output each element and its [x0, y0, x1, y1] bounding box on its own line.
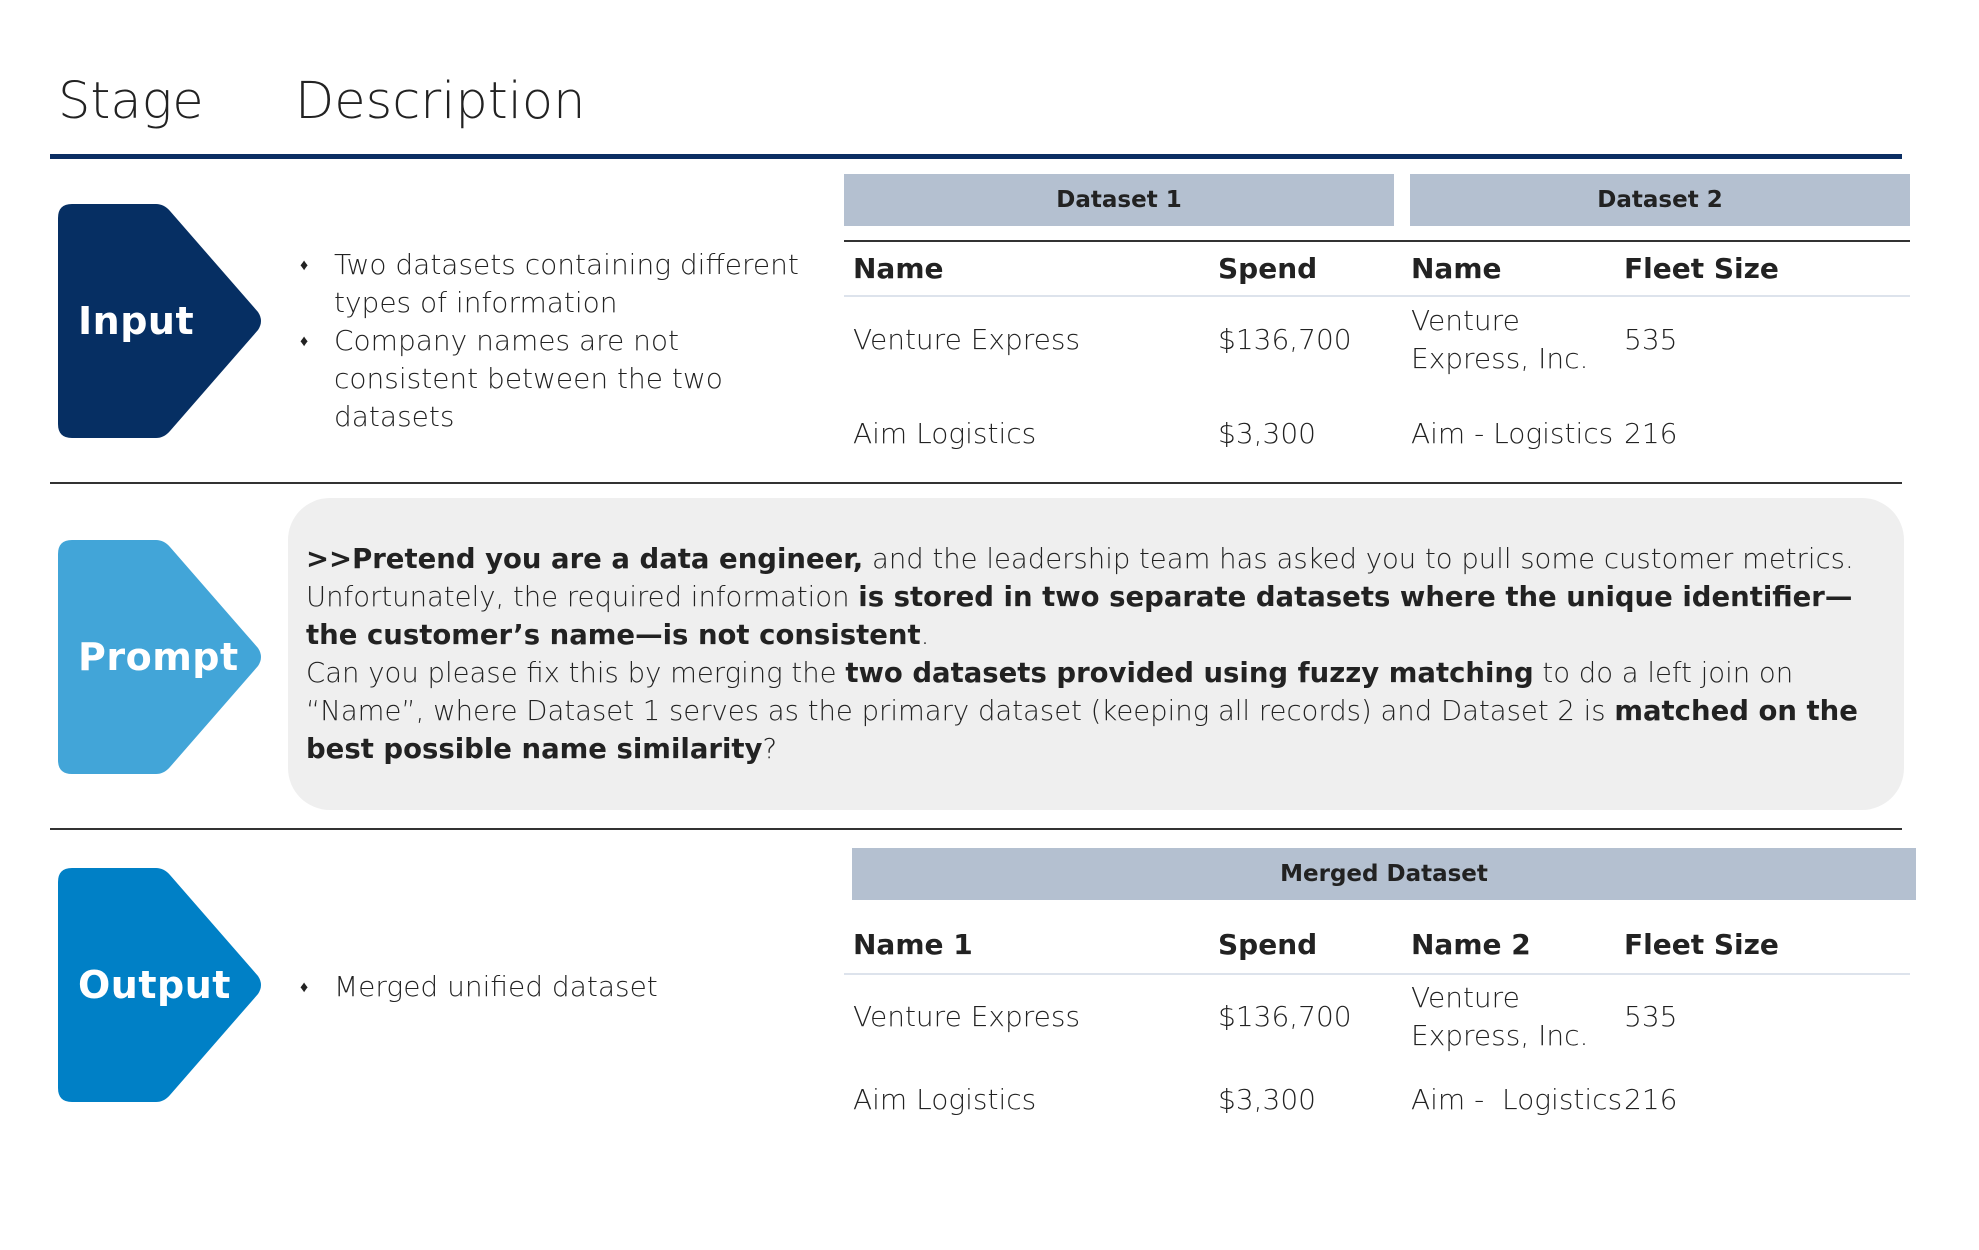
table-cell: 535 [1624, 1000, 1678, 1033]
merged-col-name1: Name 1 [853, 928, 973, 961]
table-cell: Venture Express, Inc. [1411, 304, 1589, 375]
merged-table-header-rule [844, 973, 1910, 975]
prompt-text-box [288, 498, 1904, 810]
section-divider [50, 828, 1902, 830]
prompt-emphasis: >>Pretend you are a data engineer, [306, 543, 864, 575]
input-table-top-rule [844, 240, 1910, 242]
dataset2-col-name: Name [1411, 252, 1502, 285]
table-cell: Aim Logistics [853, 417, 1037, 450]
output-bullet: ♦ Merged unified dataset [296, 968, 816, 1006]
prompt-segment: Can you please fix this by merging the [306, 657, 846, 689]
table-cell: Aim - Logistics [1411, 1083, 1623, 1116]
header-rule [50, 154, 1902, 159]
table-cell: Venture Express [853, 1000, 1081, 1033]
table-cell: Aim Logistics [853, 1083, 1037, 1116]
table-cell: 535 [1624, 323, 1678, 356]
dataset1-title: Dataset 1 [844, 174, 1394, 226]
table-cell: 216 [1624, 417, 1678, 450]
output-stage-label: Output [78, 963, 231, 1007]
prompt-emphasis: two datasets provided using fuzzy matching [845, 657, 1534, 689]
prompt-segment: and the leadership team has asked you to pull some customer metrics. Unfortunately, the required information [306, 543, 1854, 613]
prompt-segment: to do a left join on “Name”, where Dataset 1 serves as the primary dataset (keeping all records) and Dataset 2 is [306, 657, 1794, 727]
prompt-emphasis: is stored in two separate datasets where the unique identifier—the customer’s name—is not consistent [306, 581, 1853, 651]
dataset2-title: Dataset 2 [1410, 174, 1910, 226]
input-bullet: ♦ Two datasets containing different types of information [296, 246, 816, 322]
table-cell: $136,700 [1218, 1000, 1352, 1033]
table-cell: Venture Express, Inc. [1411, 981, 1589, 1052]
merged-dataset-title: Merged Dataset [852, 848, 1916, 900]
input-stage-label: Input [78, 299, 195, 343]
table-cell: $3,300 [1218, 417, 1316, 450]
prompt-text [306, 540, 1886, 768]
prompt-stage-arrow [58, 540, 264, 774]
description-column-header: Description [295, 72, 586, 131]
input-bullet: ♦ Company names are not consistent between the two datasets [296, 322, 816, 436]
section-divider [50, 482, 1902, 484]
stage-column-header: Stage [58, 72, 204, 131]
prompt-emphasis: matched on the best possible name similarity [306, 695, 1858, 765]
table-cell: Aim - Logistics [1411, 417, 1614, 450]
table-cell: $136,700 [1218, 323, 1352, 356]
merged-col-spend: Spend [1218, 928, 1318, 961]
prompt-segment: ? [762, 733, 778, 765]
table-cell: Venture Express [853, 323, 1081, 356]
input-table-header-rule [844, 295, 1910, 297]
table-cell: 216 [1624, 1083, 1678, 1116]
dataset1-col-name: Name [853, 252, 944, 285]
input-stage-arrow [58, 204, 264, 438]
dataset2-col-fleet-size: Fleet Size [1624, 252, 1779, 285]
dataset1-col-spend: Spend [1218, 252, 1318, 285]
input-bullet-list [296, 246, 816, 436]
prompt-stage-label: Prompt [78, 635, 239, 679]
merged-col-fleet-size: Fleet Size [1624, 928, 1779, 961]
output-bullet-list [296, 968, 816, 1006]
output-stage-arrow [58, 868, 264, 1102]
prompt-segment: . [920, 619, 930, 651]
table-cell: $3,300 [1218, 1083, 1316, 1116]
merged-col-name2: Name 2 [1411, 928, 1531, 961]
